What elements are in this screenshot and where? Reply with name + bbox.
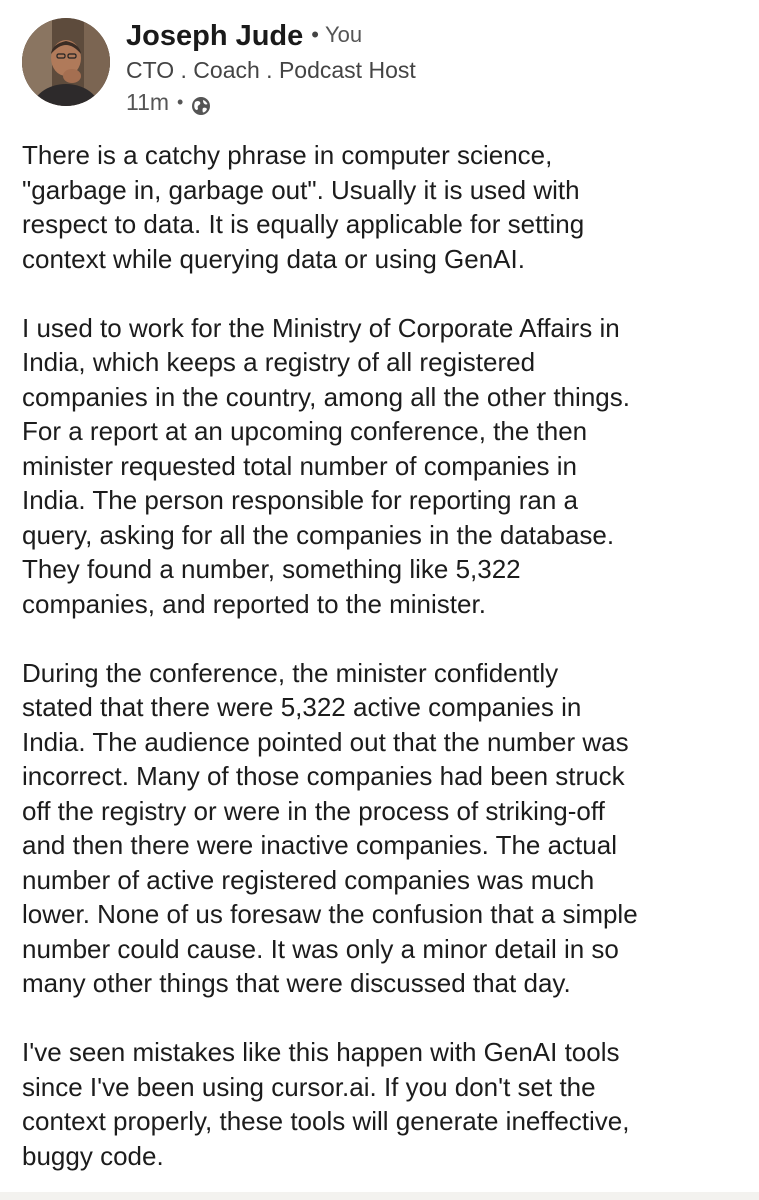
post-paragraph-1 <box>22 138 744 276</box>
author-headline: CTO . Coach . Podcast Host <box>126 57 416 83</box>
text-line: companies, and reported to the minister. <box>22 588 486 619</box>
text-line: During the conference, the minister confidently <box>22 657 559 688</box>
text-line: query, asking for all the companies in the database. <box>22 519 615 550</box>
avatar[interactable] <box>22 18 110 106</box>
text-line: India. The person responsible for reporting ran a <box>22 485 578 515</box>
text-line: context while querying data or using GenAI. <box>22 243 525 274</box>
post-time-line <box>126 86 726 118</box>
text-line: "garbage in, garbage out". Usually it is used with <box>22 174 580 205</box>
text-line: India. The audience pointed out that the number was <box>22 726 629 757</box>
post-paragraph-4 <box>22 1035 744 1173</box>
post-timestamp: 11m <box>126 89 170 115</box>
author-name[interactable]: Joseph Jude <box>126 20 304 52</box>
separator-dot: • <box>311 22 319 47</box>
text-line: They found a number, something like 5,322 <box>22 554 521 584</box>
post-bottom-divider <box>0 1192 759 1200</box>
text-line: There is a catchy phrase in computer science, <box>22 140 553 170</box>
text-line: stated that there were 5,322 active companies in <box>22 692 582 722</box>
text-line: many other things that were discussed that day. <box>22 968 571 998</box>
text-line: number of active registered companies was much <box>22 864 595 895</box>
text-line: I used to work for the Ministry of Corporate Affairs in <box>22 312 620 343</box>
text-line: incorrect. Many of those companies had been struck <box>22 761 625 791</box>
relation-label: You <box>324 22 363 47</box>
text-line: companies in the country, among all the other things. <box>22 381 630 412</box>
text-line: since I've been using cursor.ai. If you don't set the <box>22 1071 596 1102</box>
text-line: respect to data. It is equally applicable for setting <box>22 209 585 239</box>
text-line: I've seen mistakes like this happen with GenAI tools <box>22 1037 620 1067</box>
text-line: and then there were inactive companies. The actual <box>22 830 617 860</box>
post-paragraph-3 <box>22 656 744 1001</box>
text-line: number could cause. It was only a minor detail in so <box>22 933 619 964</box>
text-line: minister requested total number of companies in <box>22 450 577 481</box>
text-line: India, which keeps a registry of all registered <box>22 347 536 377</box>
post-body <box>22 138 744 1173</box>
text-line: lower. None of us foresaw the confusion that a simple <box>22 899 638 929</box>
text-line: context properly, these tools will generate ineffective, <box>22 1106 630 1136</box>
time-separator-dot: • <box>177 92 184 112</box>
text-line: off the registry or were in the process of striking-off <box>22 795 605 826</box>
text-line: buggy code. <box>22 1140 164 1171</box>
avatar-photo-icon <box>22 18 110 106</box>
post-paragraph-2 <box>22 311 744 622</box>
post-header <box>22 18 742 118</box>
name-line <box>126 18 726 54</box>
author-meta <box>126 18 726 118</box>
globe-icon <box>191 92 211 112</box>
text-line: For a report at an upcoming conference, the then <box>22 416 588 446</box>
